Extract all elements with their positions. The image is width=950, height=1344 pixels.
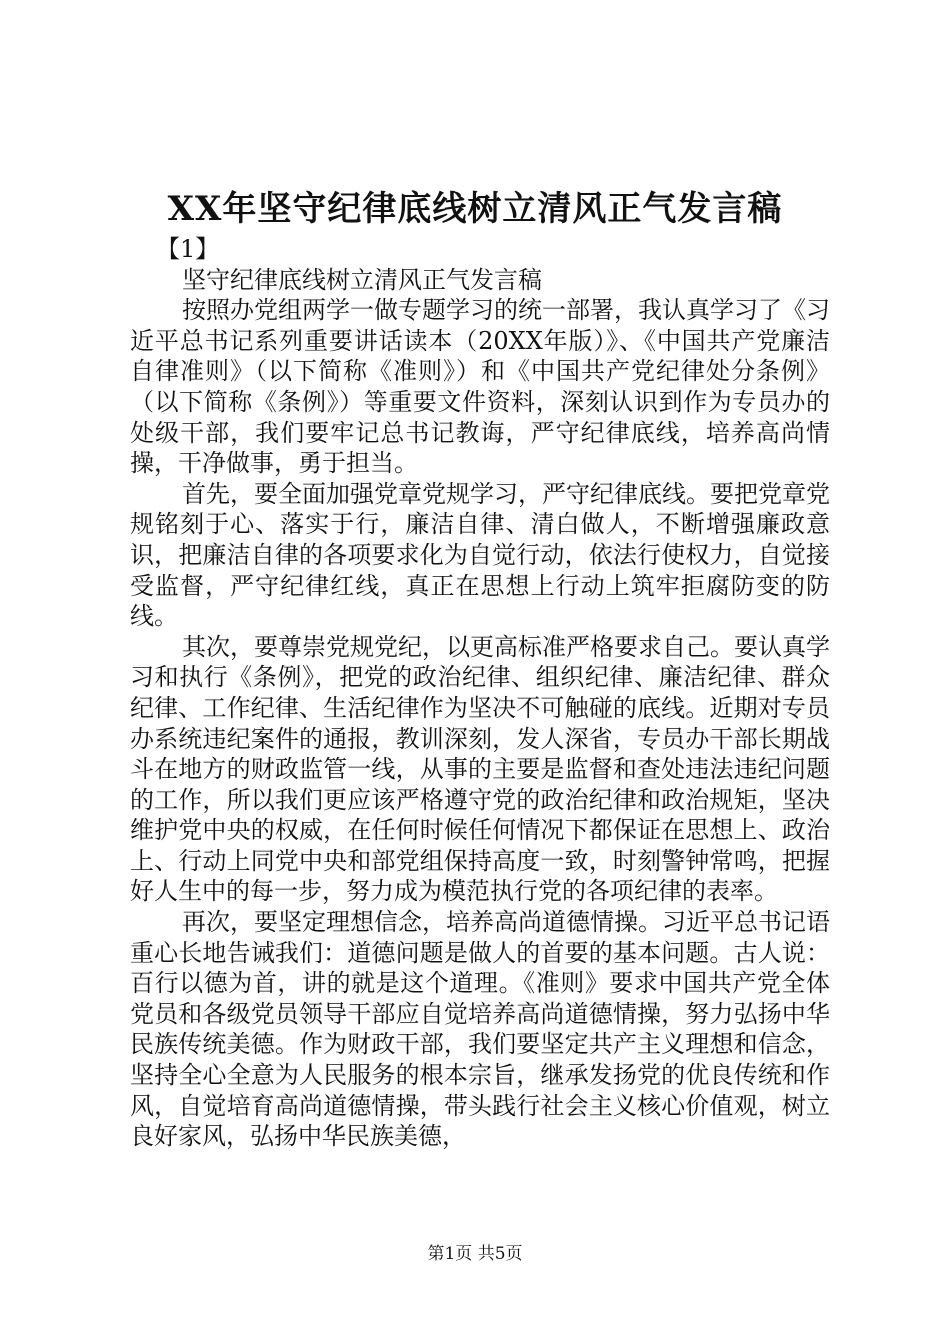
paragraph-first: 首先，要全面加强党章党规学习，严守纪律底线。要把党章党规铭刻于心、落实于行，廉洁自律、清白做人，不断增强廉政意识，把廉洁自律的各项要求化为自觉行动，依法行使权力，自觉接受监督，严守纪律红线，真正在思想上行动上筑牢拒腐防变的防线。 xyxy=(130,479,830,631)
page-footer: 第1页 共5页 xyxy=(427,1244,523,1264)
paragraph-intro: 按照办党组两学一做专题学习的统一部署，我认真学习了《习近平总书记系列重要讲话读本（20XX年版）》、《中国共产党廉洁自律准则》（以下简称《准则》）和《中国共产党纪律处分条例》（以下简称《条例》）等重要文件资料，深刻认识到作为专员办的处级干部，我们要牢记总书记教诲，严守纪律底线，培养高尚情操，干净做事，勇于担当。 xyxy=(130,296,830,478)
section-marker: 【1】 xyxy=(156,235,220,263)
paragraph-second: 其次，要尊崇党规党纪，以更高标准严格要求自己。要认真学习和执行《条例》，把党的政治纪律、组织纪律、廉洁纪律、群众纪律、工作纪律、生活纪律作为坚决不可触碰的底线。近期对专员办系统违纪案件的通报，教训深刻，发人深省，专员办干部长期战斗在地方的财政监管一线，从事的主要是监督和查处违法违纪问题的工作，所以我们更应该严格遵守党的政治纪律和政治规矩，坚决维护党中央的权威，在任何时候任何情况下都保证在思想上、政治上、行动上同党中央和部党组保持高度一致，时刻警钟常鸣，把握好人生中的每一步，努力成为模范执行党的各项纪律的表率。 xyxy=(130,632,830,906)
document-title: XX年坚守纪律底线树立清风正气发言稿 xyxy=(167,189,783,229)
document-body xyxy=(130,234,830,1152)
paragraph-third: 再次，要坚定理想信念，培养高尚道德情操。习近平总书记语重心长地告诫我们：道德问题是做人的首要的基本问题。古人说：百行以德为首，讲的就是这个道理。《准则》要求中国共产党全体党员和各级党员领导干部应自觉培养高尚道德情操，努力弘扬中华民族传统美德。作为财政干部，我们要坚定共产主义理想和信念，坚持全心全意为人民服务的根本宗旨，继承发扬党的优良传统和作风，自觉培育高尚道德情操，带头践行社会主义核心价值观，树立良好家风，弘扬中华民族美德， xyxy=(130,908,830,1151)
document-subtitle: 坚守纪律底线树立清风正气发言稿 xyxy=(182,265,542,294)
